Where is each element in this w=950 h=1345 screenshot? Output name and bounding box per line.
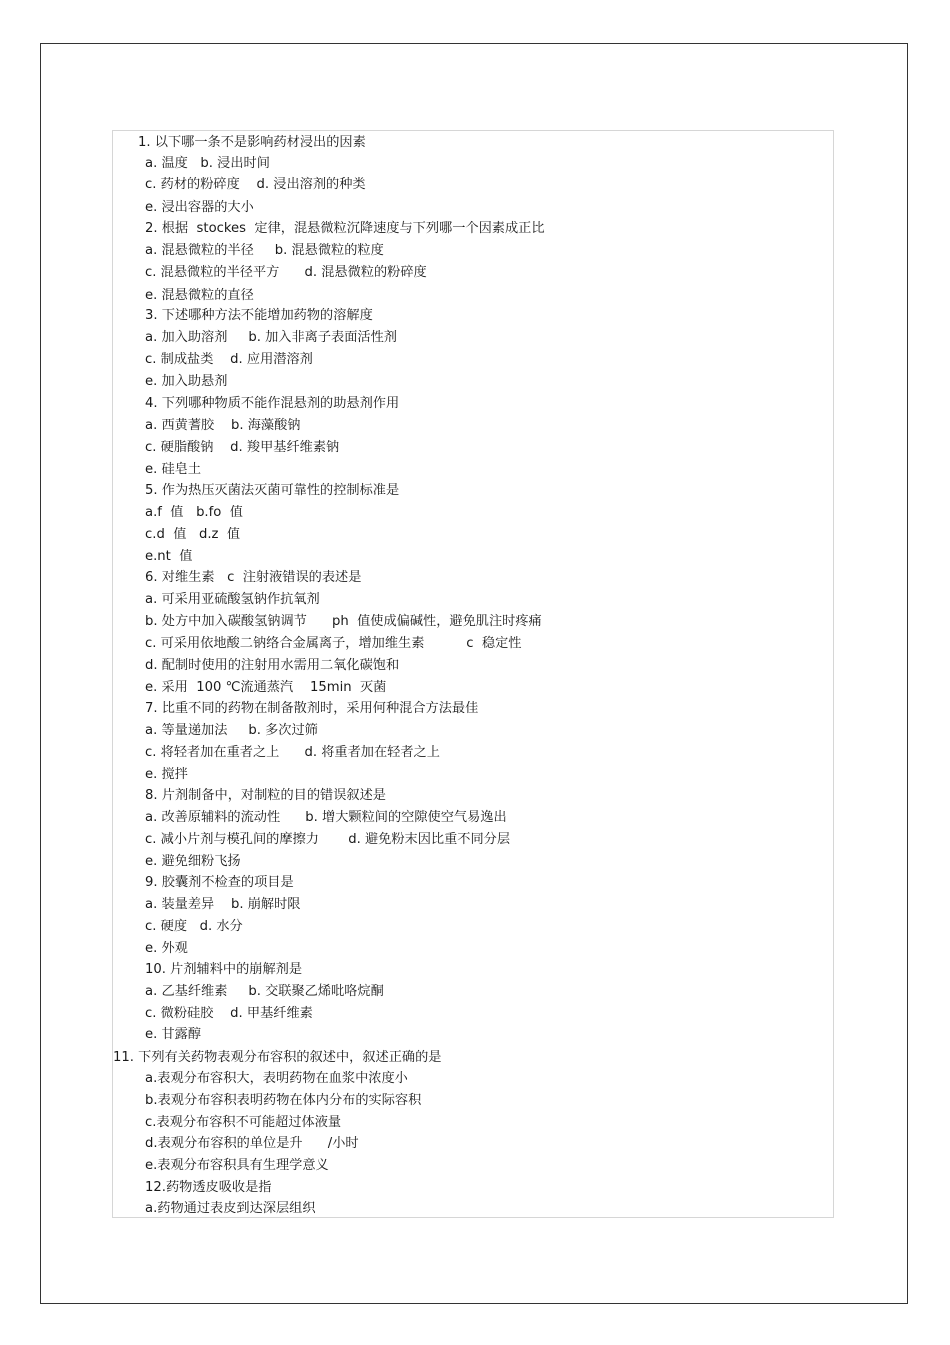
question-1-options-ab: a. 温度 b. 浸出时间 <box>145 156 270 171</box>
question-10-options-cd: c. 微粉硅胶 d. 甲基纤维素 <box>145 1006 313 1021</box>
question-1-option-e: e. 浸出容器的大小 <box>145 200 254 215</box>
question-2-option-e: e. 混悬微粒的直径 <box>145 288 254 303</box>
question-7-options-ab: a. 等量递加法 b. 多次过筛 <box>145 723 318 738</box>
question-2-options-ab: a. 混悬微粒的半径 b. 混悬微粒的粒度 <box>145 243 384 258</box>
question-9-stem: 9. 胶囊剂不检查的项目是 <box>145 875 294 890</box>
question-8-stem: 8. 片剂制备中，对制粒的目的错误叙述是 <box>145 788 386 803</box>
question-5-options-cd: c.d 值 d.z 值 <box>145 527 241 542</box>
question-6-option-b: b. 处方中加入碳酸氢钠调节 ph 值使成偏碱性，避免肌注时疼痛 <box>145 614 542 629</box>
question-2-options-cd: c. 混悬微粒的半径平方 d. 混悬微粒的粉碎度 <box>145 265 427 280</box>
question-8-option-e: e. 避免细粉飞扬 <box>145 854 241 869</box>
question-11-stem: 11. 下列有关药物表观分布容积的叙述中，叙述正确的是 <box>113 1050 442 1065</box>
question-9-options-cd: c. 硬度 d. 水分 <box>145 919 243 934</box>
question-2-stem: 2. 根据 stockes 定律，混悬微粒沉降速度与下列哪一个因素成正比 <box>145 221 545 236</box>
question-5-options-ab: a.f 值 b.fo 值 <box>145 505 243 520</box>
question-6-option-d: d. 配制时使用的注射用水需用二氧化碳饱和 <box>145 658 400 673</box>
question-10-option-e: e. 甘露醇 <box>145 1027 202 1042</box>
question-4-options-cd: c. 硬脂酸钠 d. 羧甲基纤维素钠 <box>145 440 340 455</box>
question-8-options-cd: c. 减小片剂与模孔间的摩擦力 d. 避免粉末因比重不同分层 <box>145 832 511 847</box>
question-12-stem: 12.药物透皮吸收是指 <box>145 1180 272 1195</box>
question-11-option-d: d.表观分布容积的单位是升 /小时 <box>145 1136 359 1151</box>
question-11-option-e: e.表观分布容积具有生理学意义 <box>145 1158 329 1173</box>
question-11-option-b: b.表观分布容积表明药物在体内分布的实际容积 <box>145 1093 422 1108</box>
question-10-options-ab: a. 乙基纤维素 b. 交联聚乙烯吡咯烷酮 <box>145 984 384 999</box>
question-1-stem: 1. 以下哪一条不是影响药材浸出的因素 <box>138 135 366 150</box>
question-6-option-e: e. 采用 100 ℃流通蒸汽 15min 灭菌 <box>145 680 387 695</box>
question-1-options-cd: c. 药材的粉碎度 d. 浸出溶剂的种类 <box>145 177 366 192</box>
question-8-options-ab: a. 改善原辅料的流动性 b. 增大颗粒间的空隙使空气易逸出 <box>145 810 507 825</box>
question-10-stem: 10. 片剂辅料中的崩解剂是 <box>145 962 303 977</box>
question-3-options-ab: a. 加入助溶剂 b. 加入非离子表面活性剂 <box>145 330 397 345</box>
question-4-options-ab: a. 西黄蓍胶 b. 海藻酸钠 <box>145 418 301 433</box>
question-3-option-e: e. 加入助悬剂 <box>145 374 228 389</box>
question-12-option-a: a.药物通过表皮到达深层组织 <box>145 1201 316 1216</box>
question-9-option-e: e. 外观 <box>145 941 188 956</box>
question-9-options-ab: a. 装量差异 b. 崩解时限 <box>145 897 301 912</box>
question-6-option-a: a. 可采用亚硫酸氢钠作抗氧剂 <box>145 592 320 607</box>
question-6-stem: 6. 对维生素 c 注射液错误的表述是 <box>145 570 362 585</box>
question-4-option-e: e. 硅皂土 <box>145 462 202 477</box>
question-3-options-cd: c. 制成盐类 d. 应用潜溶剂 <box>145 352 313 367</box>
question-6-option-c: c. 可采用依地酸二钠络合金属离子，增加维生素 c 稳定性 <box>145 636 522 651</box>
question-7-options-cd: c. 将轻者加在重者之上 d. 将重者加在轻者之上 <box>145 745 440 760</box>
question-5-option-e: e.nt 值 <box>145 549 193 564</box>
question-4-stem: 4. 下列哪种物质不能作混悬剂的助悬剂作用 <box>145 396 400 411</box>
question-11-option-c: c.表观分布容积不可能超过体液量 <box>145 1115 342 1130</box>
question-11-option-a: a.表观分布容积大，表明药物在血浆中浓度小 <box>145 1071 408 1086</box>
question-5-stem: 5. 作为热压灭菌法灭菌可靠性的控制标准是 <box>145 483 400 498</box>
question-3-stem: 3. 下述哪种方法不能增加药物的溶解度 <box>145 308 373 323</box>
question-7-stem: 7. 比重不同的药物在制备散剂时，采用何种混合方法最佳 <box>145 701 479 716</box>
question-7-option-e: e. 搅拌 <box>145 767 188 782</box>
